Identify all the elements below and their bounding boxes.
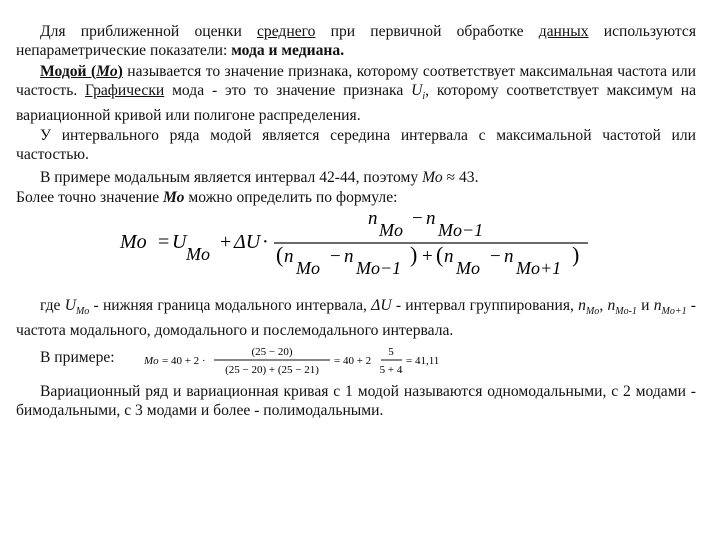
formula-u: U <box>172 231 187 253</box>
mode-formula-svg <box>120 208 590 280</box>
where-var-u: U <box>64 297 76 314</box>
paragraph-modality <box>16 382 696 420</box>
paragraph-mode-definition <box>16 62 696 125</box>
where-var-n-prev: n <box>607 297 616 314</box>
interval-mode-text: У интервального ряда модой является середина интервала с максимальной частотой или частостью. <box>16 127 696 163</box>
intro-text-3: используются непараметрические показатели: <box>16 23 696 59</box>
formula-den-minus1: − <box>330 246 341 267</box>
where-var-n-sub: Mo <box>585 306 600 318</box>
mode-def-var-u-sub: i <box>422 91 426 103</box>
formula-den-open1: ( <box>276 242 284 267</box>
formula-lhs: Mo <box>120 231 147 253</box>
mode-def-text-1: называется то значение признака, которому соответствует максимальная частота или частость. <box>16 63 696 99</box>
formula-den-open2: ( <box>436 242 444 267</box>
formula-plus: + <box>220 231 232 253</box>
precise-text-2: можно определить по формуле: <box>184 189 398 206</box>
intro-text-2: при первичной обработке <box>315 23 539 40</box>
intro-underlined-data: данных <box>538 23 589 40</box>
mode-def-graphically: Графически <box>85 82 165 99</box>
where-var-n-next: n <box>653 297 662 314</box>
formula-den-close1: ) <box>410 242 418 267</box>
example-den2: 5 + 4 <box>379 364 403 376</box>
formula-den-s1: Mo <box>296 258 320 278</box>
formula-u-sub: Mo <box>186 244 210 264</box>
formula-den-close2: ) <box>572 242 580 267</box>
formula-num-minus: − <box>412 208 423 229</box>
where-text-3: - интервал группирования, <box>391 297 579 314</box>
formula-den-minus2: − <box>490 246 501 267</box>
where-text-2: - нижняя граница модального интервала, <box>89 297 372 314</box>
formula-den-s3: Mo <box>456 258 480 278</box>
where-var-delta-u: ΔU <box>371 297 392 314</box>
formula-num-s2: Mo−1 <box>438 220 484 240</box>
precise-text-1: Более точно значение <box>16 189 164 206</box>
mode-term-close: ) <box>117 63 123 80</box>
where-text-4: , <box>599 297 608 314</box>
formula-num-n2: n <box>426 208 436 229</box>
paragraph-where <box>16 296 696 340</box>
mode-def-text-2: мода - это то значение признака <box>164 82 412 99</box>
formula-den-n3: n <box>444 246 454 267</box>
mode-def-var-u: U <box>411 82 423 99</box>
formula-den-plus: + <box>422 246 433 267</box>
example-eq2: = 40 + 2 <box>334 355 372 367</box>
paragraph-interval-mode <box>16 126 696 164</box>
formula-den-s4: Mo+1 <box>516 258 562 278</box>
mode-term: Модой ( <box>40 63 97 80</box>
where-var-u-sub: Mo <box>75 306 90 318</box>
where-text-6: - частота модального, домодального и послемодального интервала. <box>16 297 696 340</box>
mode-symbol: Мо <box>96 63 118 80</box>
example-label: В примере: <box>40 349 115 366</box>
formula-num-n1: n <box>368 208 378 229</box>
example-num2: 5 <box>388 346 394 358</box>
example-interval-text-1: В примере модальным является интервал 42-44, поэтому <box>40 169 423 186</box>
formula-eq: = <box>158 231 170 253</box>
where-var-n: n <box>578 297 586 314</box>
example-interval-text-2: ≈ 43. <box>442 169 479 186</box>
example-eq3: = 41,11 <box>406 355 440 367</box>
example-lhs: Mo <box>144 355 159 367</box>
intro-bold-mode-median: мода и медиана. <box>231 42 345 59</box>
example-den1: (25 − 20) + (25 − 21) <box>225 364 319 376</box>
paragraph-intro <box>16 22 696 60</box>
formula-num-s1: Mo <box>379 220 403 240</box>
formula-den-n1: n <box>284 246 294 267</box>
example-interval-var-mo: Мо <box>422 169 443 186</box>
where-var-n-prev-sub: Mo-1 <box>615 306 637 318</box>
where-text-5: и <box>636 297 654 314</box>
formula-den-s2: Mo−1 <box>356 258 402 278</box>
modality-text: Вариационный ряд и вариационная кривая с 1 модой называются одномодальными, с 2 модами - бимодальными, с 3 модами и более - полимодальными. <box>16 383 696 419</box>
intro-underlined-mean: среднего <box>256 23 316 40</box>
precise-var-mo: Мо <box>163 189 185 206</box>
formula-den-n4: n <box>504 246 514 267</box>
mode-def-text-3: , которому соответствует максимум на вариационной кривой или полигоне распределения. <box>16 82 696 125</box>
mode-formula <box>120 208 590 278</box>
example-formula-svg <box>144 342 464 382</box>
formula-den-n2: n <box>344 246 354 267</box>
intro-text-1: Для приближенной оценки <box>40 23 257 40</box>
example-eq1: = 40 + 2 · <box>162 355 206 367</box>
example-num1: (25 − 20) <box>251 346 293 358</box>
where-var-n-next-sub: Mo+1 <box>661 306 687 318</box>
formula-delta-u: ΔU <box>234 231 261 253</box>
formula-dot: · <box>262 231 269 253</box>
example-calculation <box>16 348 716 384</box>
where-text-1: где <box>40 297 65 314</box>
paragraph-example-interval <box>16 168 696 187</box>
paragraph-precise-formula-intro <box>16 188 696 207</box>
